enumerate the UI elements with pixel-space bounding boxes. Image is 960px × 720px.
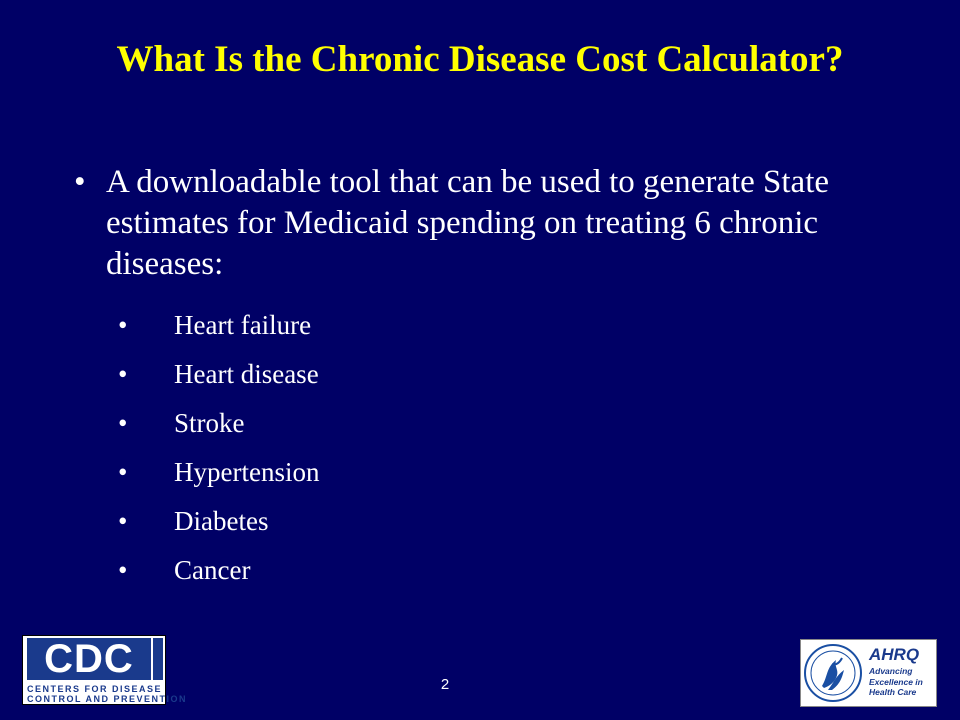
cdc-logo-bar [153, 638, 163, 680]
ahrq-logo-tagline: Advancing Excellence in Health Care [869, 666, 923, 697]
cdc-logo-letters: CDC [27, 638, 151, 680]
cdc-logo-line-2: CONTROL AND PREVENTION [27, 694, 188, 704]
main-bullet [74, 162, 934, 285]
bullet-icon: • [74, 164, 86, 200]
bullet-icon: • [118, 359, 128, 389]
cdc-logo [22, 635, 188, 705]
list-item-label: Cancer [174, 555, 251, 585]
slide-title: What Is the Chronic Disease Cost Calculator? [116, 39, 844, 80]
bullet-icon: • [118, 408, 128, 438]
main-bullet-text: A downloadable tool that can be used to generate State estimates for Medicaid spending on treating 6 chronic diseases: [106, 164, 830, 282]
page-number: 2 [440, 676, 450, 693]
cdc-logo-line-1: CENTERS FOR DISEASE [27, 684, 163, 694]
list-item-label: Heart failure [174, 310, 312, 340]
ahrq-logo [800, 639, 937, 707]
bullet-icon: • [118, 457, 128, 487]
list-item-label: Hypertension [174, 457, 320, 487]
hhs-eagle-seal-icon [804, 644, 862, 702]
list-item-label: Heart disease [174, 359, 319, 389]
list-item-label: Diabetes [174, 506, 269, 536]
bullet-icon: • [118, 310, 128, 340]
bullet-icon: • [118, 506, 128, 536]
bullet-icon: • [118, 555, 128, 585]
ahrq-logo-name: AHRQ [869, 645, 920, 664]
list-item-label: Stroke [174, 408, 245, 438]
